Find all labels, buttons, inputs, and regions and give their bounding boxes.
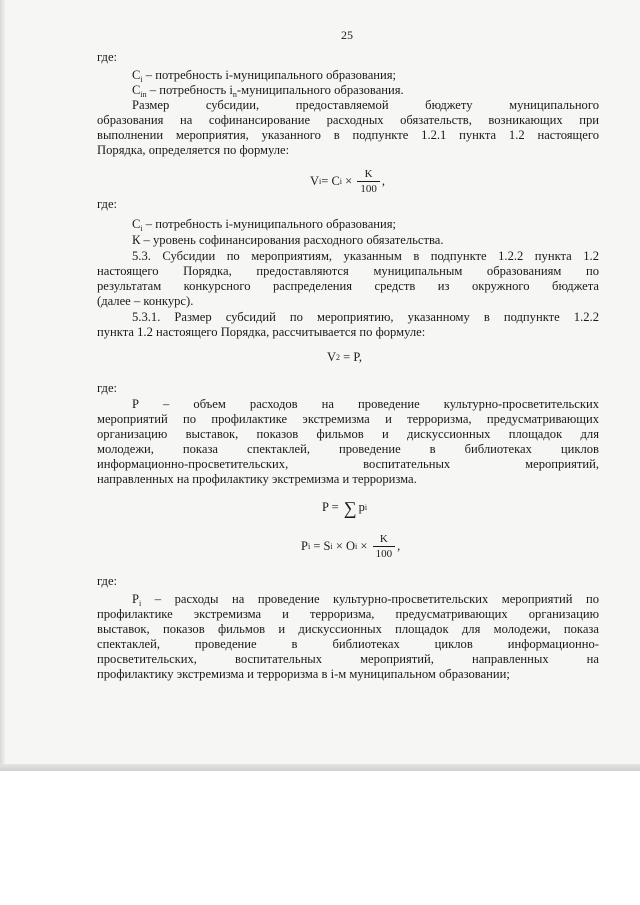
paragraph-53-line-4: (далее – конкурс). [97, 294, 194, 308]
paragraph-size-line-2: образования на софинансирование расходных обязательств, возникающих при [97, 113, 599, 127]
formula-v2-lhs: V [327, 350, 337, 364]
sigma-symbol: ∑ [343, 497, 357, 518]
where-label: где: [97, 381, 118, 395]
symbol-sub-i: i [139, 599, 142, 608]
paragraph-pi-line-2: профилактике экстремизма и терроризма, предусматривающих организацию [97, 607, 599, 621]
formula-vi-sub: i [319, 177, 322, 186]
paragraph-53-line-3: результатам конкурсного распределения средств из окружного бюджета [97, 279, 599, 293]
paragraph-p-line-5: информационно-просветительских, воспитательных мероприятий, [97, 457, 599, 471]
paragraph-pi-line-4: спектаклей, проведение в библиотеках циклов информационно- [97, 637, 599, 651]
paragraph-531-line-2: пункта 1.2 настоящего Порядка, рассчитывается по формуле: [97, 325, 426, 339]
formula-pi-sub3: i [355, 542, 358, 551]
formula-vi-sub2: i [339, 177, 343, 186]
paragraph-size-line-1: Размер субсидии, предоставляемой бюджету муниципального [132, 98, 599, 112]
formula-pi [301, 533, 400, 560]
formula-vi-lhs: V [310, 174, 320, 188]
formula-vi-fraction [357, 168, 380, 195]
paragraph-p-line-2: мероприятий по профилактике экстремизма и терроризма, предусматривающих [97, 412, 599, 426]
formula-vi-tail: , [381, 174, 385, 188]
formula-pi-times: × [357, 539, 371, 553]
cin-definition-text: – потребность i [149, 83, 233, 97]
formula-p-sum [322, 497, 368, 518]
formula-p-sum-rhs: p [358, 500, 365, 514]
paragraph-size-line-4: Порядка, определяется по формуле: [97, 143, 290, 157]
paragraph-p-line-4: молодежи, показа спектаклей, проведение в библиотеках циклов [97, 442, 599, 456]
formula-pi-mid: × O [332, 539, 356, 553]
formula-vi-numerator: K [364, 168, 373, 180]
symbol-p: P [132, 592, 140, 606]
formula-v2-tail: = P, [340, 350, 363, 364]
cin-definition-tail: -муниципального образования. [236, 83, 404, 97]
paragraph-531-line-1: 5.3.1. Размер субсидий по мероприятию, указанному в подпункте 1.2.2 [132, 310, 599, 324]
paragraph-size-line-3: выполнении мероприятия, указанного в подпункте 1.2.1 пункта 1.2 настоящего [97, 128, 599, 142]
formula-pi-denominator: 100 [373, 546, 396, 560]
ci-definition-text: – потребность i-муниципального образования; [145, 68, 397, 82]
formula-vi-denominator: 100 [357, 181, 380, 195]
formula-v2 [327, 350, 362, 365]
where-label: где: [97, 574, 118, 588]
symbol-c: C [132, 83, 141, 97]
scan-edge [0, 0, 6, 770]
formula-pi-lhs: P [301, 539, 308, 553]
scan-bottom-edge [0, 764, 640, 771]
paragraph-pi-line-1-text: – расходы на проведение культурно-просветительских мероприятий по [154, 592, 599, 606]
formula-pi-sub: i [307, 542, 311, 551]
symbol-sub-n: n [232, 90, 237, 99]
k-definition: К – уровень софинансирования расходного обязательства. [132, 233, 444, 247]
formula-p-sum-sub: i [364, 503, 368, 512]
symbol-c: C [132, 68, 141, 82]
paragraph-pi-line-3: выставок, показов фильмов и дискуссионных площадок для молодежи, показа [97, 622, 599, 636]
formula-vi-eq: = C [321, 174, 340, 188]
symbol-sub-i: i [140, 75, 143, 84]
paragraph-pi-line-6: профилактику экстремизма и терроризма в i-м муниципальном образовании; [97, 667, 510, 681]
formula-pi-eq: = S [310, 539, 331, 553]
formula-vi [310, 168, 385, 195]
paragraph-53-line-1: 5.3. Субсидии по мероприятиям, указанным в подпункте 1.2.2 пункта 1.2 [132, 249, 599, 263]
formula-pi-fraction [373, 533, 396, 560]
formula-pi-numerator: K [379, 533, 388, 545]
paragraph-53-line-2: настоящего Порядка, предоставляются муниципальным образованиям по [97, 264, 599, 278]
paragraph-p-line-6: направленных на профилактику экстремизма и терроризма. [97, 472, 417, 486]
paragraph-pi-line-5: просветительских, воспитательных мероприятий, направленных на [97, 652, 599, 666]
formula-pi-tail: , [397, 539, 401, 553]
formula-v2-sub: 2 [336, 353, 341, 362]
symbol-c: C [132, 217, 141, 231]
paragraph-p-line-1: Р – объем расходов на проведение культурно-просветительских [132, 397, 599, 411]
where-label: где: [97, 197, 118, 211]
formula-pi-sub2: i [330, 542, 333, 551]
symbol-sub-in: in [140, 90, 147, 99]
where-label: где: [97, 50, 118, 64]
symbol-sub-i: i [140, 224, 143, 233]
formula-p-sum-lhs: P = [322, 500, 342, 514]
page-number: 25 [341, 28, 353, 42]
ci-definition-2-text: – потребность i-муниципального образования; [145, 217, 397, 231]
paragraph-p-line-3: организацию выставок, показов фильмов и дискуссионных площадок для [97, 427, 599, 441]
formula-vi-times: × [342, 174, 356, 188]
